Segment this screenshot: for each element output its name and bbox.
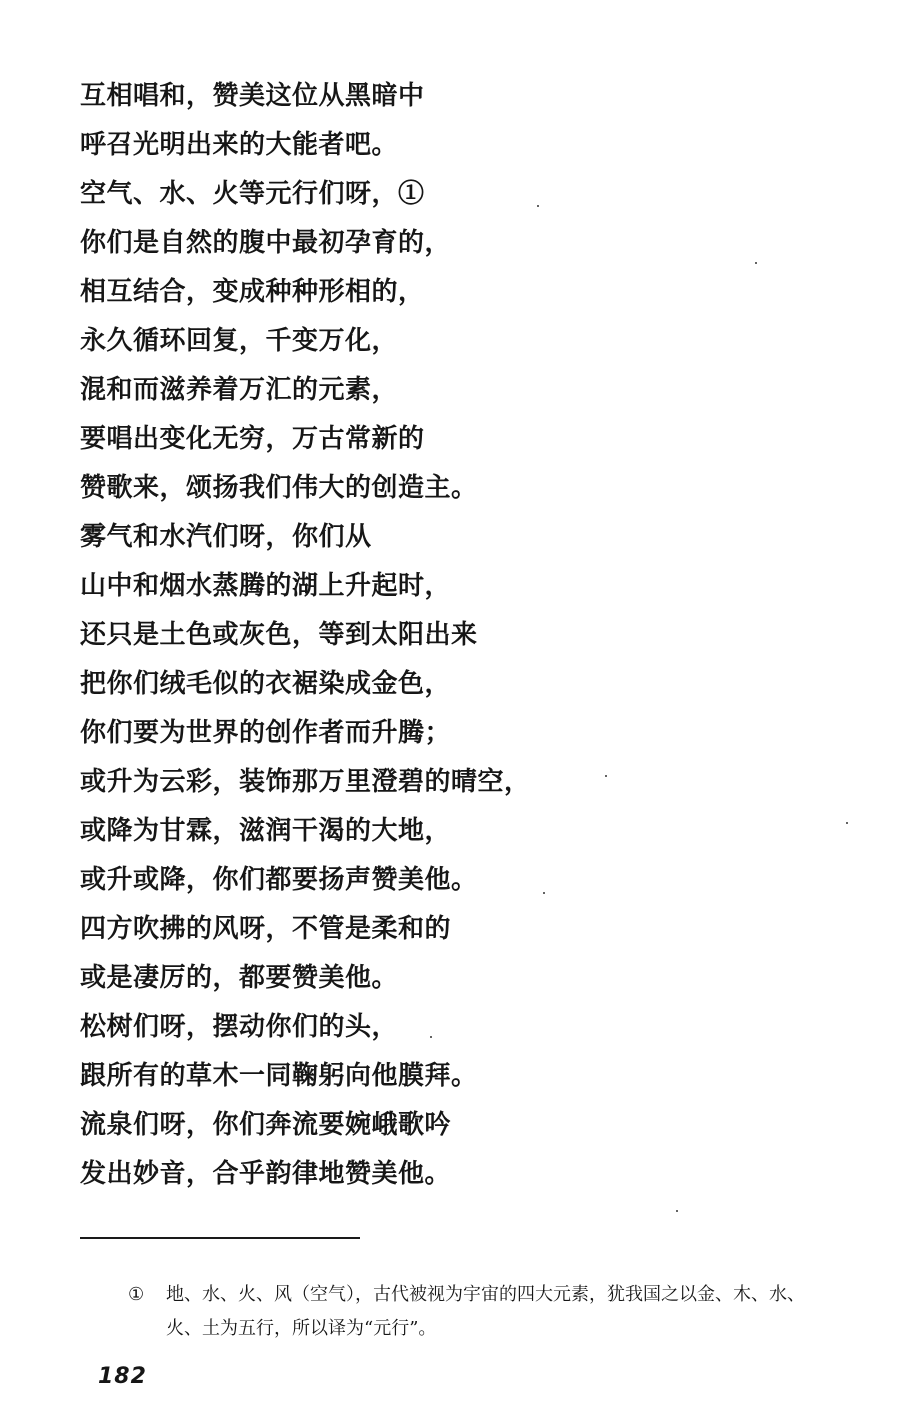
scan-speck <box>846 822 848 824</box>
scan-speck <box>676 1210 678 1212</box>
poem-line: 相互结合，变成种种形相的， <box>80 277 425 307</box>
scan-speck <box>755 262 757 264</box>
poem-line: 或升或降，你们都要扬声赞美他。 <box>80 865 478 895</box>
poem-line: 四方吹拂的风呀，不管是柔和的 <box>80 914 452 944</box>
footnote-marker: ① <box>128 1284 145 1305</box>
poem-line: 你们要为世界的创作者而升腾； <box>80 718 452 748</box>
poem-line: 永久循环回复，千变万化， <box>80 326 399 356</box>
footnote-text: 地、水、火、风（空气），古代被视为宇宙的四大元素，犹我国之以金、木、水、 <box>166 1284 805 1305</box>
footnote-divider <box>80 1237 360 1239</box>
footnote <box>128 1278 858 1346</box>
poem-line: 流泉们呀，你们奔流要婉峨歌吟 <box>80 1110 452 1140</box>
poem-line: 雾气和水汽们呀，你们从 <box>80 522 372 552</box>
poem-line: 把你们绒毛似的衣裾染成金色， <box>80 669 452 699</box>
poem-line: 空气、水、火等元行们呀，① <box>80 179 425 209</box>
poem-line: 或降为甘霖，滋润干渴的大地， <box>80 816 452 846</box>
poem-line: 互相唱和，赞美这位从黑暗中 <box>80 81 425 111</box>
scan-speck <box>537 205 539 207</box>
scan-speck <box>605 775 607 777</box>
poem-line: 混和而滋养着万汇的元素， <box>80 375 399 405</box>
poem-line: 发出妙音，合乎韵律地赞美他。 <box>80 1159 452 1189</box>
poem-line: 赞歌来，颂扬我们伟大的创造主。 <box>80 473 478 503</box>
footnote-line-2: 火、土为五行，所以译为“元行”。 <box>166 1318 437 1339</box>
footnote-line-1 <box>128 1278 858 1312</box>
poem-line: 或升为云彩，装饰那万里澄碧的晴空， <box>80 767 531 797</box>
poem-line: 或是凄厉的，都要赞美他。 <box>80 963 399 993</box>
scan-speck <box>430 1036 432 1038</box>
scan-speck <box>543 892 545 894</box>
poem-line: 要唱出变化无穷，万古常新的 <box>80 424 425 454</box>
poem-line: 跟所有的草木一同鞠躬向他膜拜。 <box>80 1061 478 1091</box>
poem-line: 你们是自然的腹中最初孕育的， <box>80 228 452 258</box>
poem-line: 还只是土色或灰色，等到太阳出来 <box>80 620 478 650</box>
poem-line: 山中和烟水蒸腾的湖上升起时， <box>80 571 452 601</box>
poem-line: 松树们呀，摆动你们的头， <box>80 1012 399 1042</box>
poem-line: 呼召光明出来的大能者吧。 <box>80 130 399 160</box>
page-number: 182 <box>98 1364 147 1389</box>
poem-text <box>80 72 720 1199</box>
